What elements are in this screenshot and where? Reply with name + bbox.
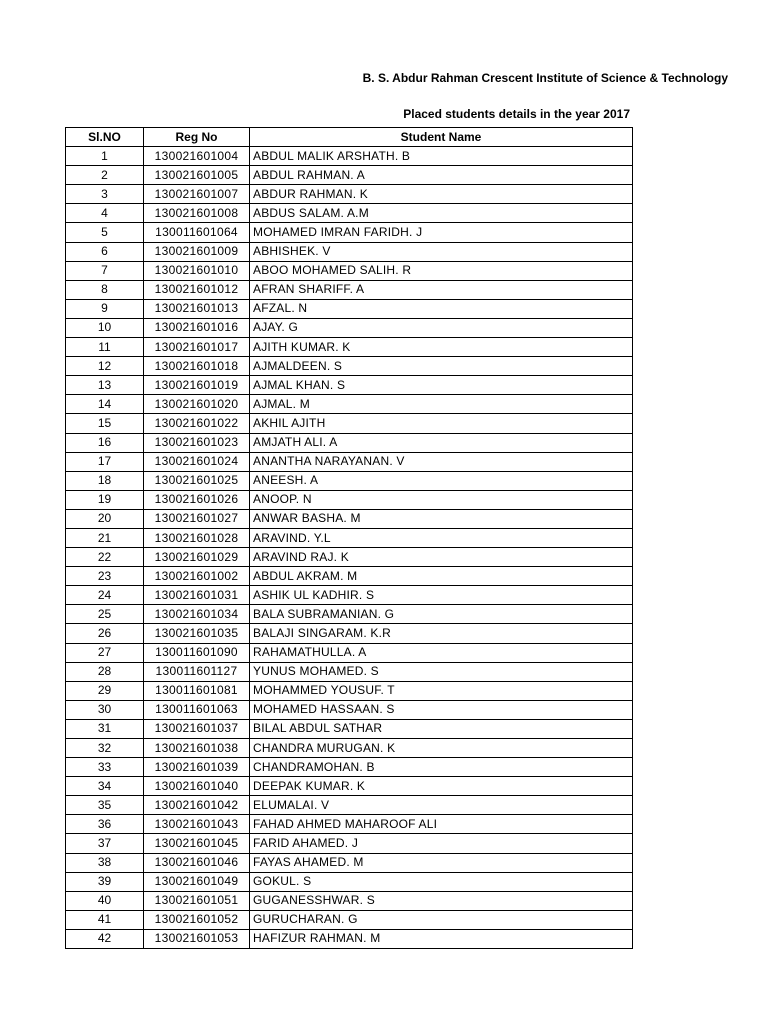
table-row xyxy=(66,891,633,910)
reg-no-cell: 130011601090 xyxy=(144,643,250,662)
table-row xyxy=(66,452,633,471)
table-row xyxy=(66,376,633,395)
student-name-cell: AJMAL KHAN. S xyxy=(250,376,633,395)
student-name-cell: BALAJI SINGARAM. K.R xyxy=(250,624,633,643)
table-row xyxy=(66,662,633,681)
serial-number-cell: 21 xyxy=(66,528,144,547)
table-body xyxy=(66,147,633,949)
reg-no-cell: 130021601038 xyxy=(144,739,250,758)
table-row xyxy=(66,414,633,433)
serial-number-cell: 38 xyxy=(66,853,144,872)
serial-number-cell: 9 xyxy=(66,299,144,318)
table-row xyxy=(66,758,633,777)
reg-no-cell: 130021601023 xyxy=(144,433,250,452)
student-name-cell: AJAY. G xyxy=(250,318,633,337)
reg-no-cell: 130021601005 xyxy=(144,166,250,185)
serial-number-cell: 11 xyxy=(66,338,144,357)
table-row xyxy=(66,357,633,376)
reg-no-cell: 130021601029 xyxy=(144,548,250,567)
student-name-cell: ANWAR BASHA. M xyxy=(250,509,633,528)
reg-no-cell: 130021601024 xyxy=(144,452,250,471)
student-name-cell: GOKUL. S xyxy=(250,872,633,891)
student-name-cell: DEEPAK KUMAR. K xyxy=(250,777,633,796)
table-row xyxy=(66,586,633,605)
serial-number-cell: 22 xyxy=(66,548,144,567)
reg-no-cell: 130021601010 xyxy=(144,261,250,280)
table-row xyxy=(66,509,633,528)
reg-no-cell: 130021601031 xyxy=(144,586,250,605)
table-row xyxy=(66,700,633,719)
serial-number-cell: 23 xyxy=(66,567,144,586)
serial-number-cell: 6 xyxy=(66,242,144,261)
institution-title-text: B. S. Abdur Rahman Crescent Institute of Science & Technology xyxy=(362,71,728,85)
header-row xyxy=(66,128,633,147)
student-name-cell: ARAVIND RAJ. K xyxy=(250,548,633,567)
serial-number-cell: 28 xyxy=(66,662,144,681)
serial-number-cell: 26 xyxy=(66,624,144,643)
student-name-cell: BILAL ABDUL SATHAR xyxy=(250,719,633,738)
reg-no-cell: 130021601013 xyxy=(144,299,250,318)
reg-no-cell: 130021601019 xyxy=(144,376,250,395)
serial-number-cell: 19 xyxy=(66,490,144,509)
student-name-cell: AKHIL AJITH xyxy=(250,414,633,433)
serial-number-cell: 39 xyxy=(66,872,144,891)
institution-title xyxy=(0,71,728,85)
table-row xyxy=(66,796,633,815)
student-name-cell: ELUMALAI. V xyxy=(250,796,633,815)
reg-no-cell: 130021601025 xyxy=(144,471,250,490)
student-name-cell: ANANTHA NARAYANAN. V xyxy=(250,452,633,471)
table-row xyxy=(66,338,633,357)
reg-no-cell: 130021601028 xyxy=(144,528,250,547)
student-name-cell: RAHAMATHULLA. A xyxy=(250,643,633,662)
report-subtitle: Placed students details in the year 2017 xyxy=(403,107,630,121)
reg-no-cell: 130021601004 xyxy=(144,147,250,166)
reg-no-cell: 130011601127 xyxy=(144,662,250,681)
reg-no-cell: 130021601002 xyxy=(144,567,250,586)
serial-number-cell: 17 xyxy=(66,452,144,471)
student-name-cell: CHANDRAMOHAN. B xyxy=(250,758,633,777)
student-name-cell: MOHAMED IMRAN FARIDH. J xyxy=(250,223,633,242)
serial-number-cell: 2 xyxy=(66,166,144,185)
serial-number-cell: 24 xyxy=(66,586,144,605)
student-name-cell: ABHISHEK. V xyxy=(250,242,633,261)
reg-no-cell: 130021601009 xyxy=(144,242,250,261)
table-row xyxy=(66,853,633,872)
reg-no-cell: 130021601043 xyxy=(144,815,250,834)
serial-number-cell: 5 xyxy=(66,223,144,242)
student-name-cell: AMJATH ALI. A xyxy=(250,433,633,452)
reg-no-cell: 130021601039 xyxy=(144,758,250,777)
serial-number-cell: 32 xyxy=(66,739,144,758)
reg-no-cell: 130021601037 xyxy=(144,719,250,738)
table-row xyxy=(66,815,633,834)
student-name-cell: ABDUL RAHMAN. A xyxy=(250,166,633,185)
student-name-cell: YUNUS MOHAMED. S xyxy=(250,662,633,681)
table-row xyxy=(66,204,633,223)
table-row xyxy=(66,433,633,452)
serial-number-cell: 31 xyxy=(66,719,144,738)
serial-number-cell: 35 xyxy=(66,796,144,815)
reg-no-cell: 130011601063 xyxy=(144,700,250,719)
reg-no-cell: 130021601022 xyxy=(144,414,250,433)
student-name-cell: AFRAN SHARIFF. A xyxy=(250,280,633,299)
serial-number-cell: 42 xyxy=(66,929,144,948)
reg-no-cell: 130021601020 xyxy=(144,395,250,414)
student-name-cell: HAFIZUR RAHMAN. M xyxy=(250,929,633,948)
serial-number-cell: 40 xyxy=(66,891,144,910)
student-name-cell: MOHAMED HASSAAN. S xyxy=(250,700,633,719)
student-name-cell: FARID AHAMED. J xyxy=(250,834,633,853)
reg-no-cell: 130021601008 xyxy=(144,204,250,223)
table-row xyxy=(66,624,633,643)
serial-number-cell: 30 xyxy=(66,700,144,719)
student-name-cell: AJMAL. M xyxy=(250,395,633,414)
serial-number-cell: 25 xyxy=(66,605,144,624)
serial-number-cell: 10 xyxy=(66,318,144,337)
column-header-student-name: Student Name xyxy=(250,128,633,147)
serial-number-cell: 20 xyxy=(66,509,144,528)
student-name-cell: GURUCHARAN. G xyxy=(250,910,633,929)
reg-no-cell: 130021601018 xyxy=(144,357,250,376)
reg-no-cell: 130011601064 xyxy=(144,223,250,242)
student-name-cell: GUGANESSHWAR. S xyxy=(250,891,633,910)
student-name-cell: ABDUR RAHMAN. K xyxy=(250,185,633,204)
table-row xyxy=(66,739,633,758)
table-row xyxy=(66,910,633,929)
serial-number-cell: 16 xyxy=(66,433,144,452)
student-name-cell: ABDUS SALAM. A.M xyxy=(250,204,633,223)
serial-number-cell: 7 xyxy=(66,261,144,280)
table-row xyxy=(66,147,633,166)
table-row xyxy=(66,548,633,567)
table-row xyxy=(66,681,633,700)
student-name-cell: ABDUL AKRAM. M xyxy=(250,567,633,586)
student-name-cell: AJMALDEEN. S xyxy=(250,357,633,376)
student-name-cell: BALA SUBRAMANIAN. G xyxy=(250,605,633,624)
table-row xyxy=(66,242,633,261)
student-name-cell: FAYAS AHAMED. M xyxy=(250,853,633,872)
table-row xyxy=(66,318,633,337)
table-row xyxy=(66,185,633,204)
reg-no-cell: 130021601026 xyxy=(144,490,250,509)
reg-no-cell: 130021601027 xyxy=(144,509,250,528)
serial-number-cell: 29 xyxy=(66,681,144,700)
serial-number-cell: 14 xyxy=(66,395,144,414)
student-name-cell: ASHIK UL KADHIR. S xyxy=(250,586,633,605)
reg-no-cell: 130021601012 xyxy=(144,280,250,299)
student-name-cell: ABOO MOHAMED SALIH. R xyxy=(250,261,633,280)
serial-number-cell: 13 xyxy=(66,376,144,395)
serial-number-cell: 8 xyxy=(66,280,144,299)
placed-students-table xyxy=(65,127,633,949)
column-header-regno: Reg No xyxy=(144,128,250,147)
reg-no-cell: 130021601045 xyxy=(144,834,250,853)
reg-no-cell: 130021601035 xyxy=(144,624,250,643)
table-row xyxy=(66,719,633,738)
student-name-cell: ABDUL MALIK ARSHATH. B xyxy=(250,147,633,166)
reg-no-cell: 130021601007 xyxy=(144,185,250,204)
table-row xyxy=(66,223,633,242)
serial-number-cell: 37 xyxy=(66,834,144,853)
table-row xyxy=(66,872,633,891)
serial-number-cell: 18 xyxy=(66,471,144,490)
reg-no-cell: 130021601034 xyxy=(144,605,250,624)
table-row xyxy=(66,471,633,490)
table-row xyxy=(66,643,633,662)
serial-number-cell: 15 xyxy=(66,414,144,433)
table-row xyxy=(66,528,633,547)
student-name-cell: AFZAL. N xyxy=(250,299,633,318)
reg-no-cell: 130021601042 xyxy=(144,796,250,815)
serial-number-cell: 4 xyxy=(66,204,144,223)
table-row xyxy=(66,299,633,318)
student-name-cell: ARAVIND. Y.L xyxy=(250,528,633,547)
reg-no-cell: 130021601016 xyxy=(144,318,250,337)
student-name-cell: MOHAMMED YOUSUF. T xyxy=(250,681,633,700)
student-name-cell: ANOOP. N xyxy=(250,490,633,509)
serial-number-cell: 33 xyxy=(66,758,144,777)
reg-no-cell: 130011601081 xyxy=(144,681,250,700)
table-row xyxy=(66,834,633,853)
student-name-cell: CHANDRA MURUGAN. K xyxy=(250,739,633,758)
serial-number-cell: 1 xyxy=(66,147,144,166)
table-row xyxy=(66,261,633,280)
serial-number-cell: 27 xyxy=(66,643,144,662)
reg-no-cell: 130021601051 xyxy=(144,891,250,910)
table-row xyxy=(66,166,633,185)
reg-no-cell: 130021601017 xyxy=(144,338,250,357)
reg-no-cell: 130021601053 xyxy=(144,929,250,948)
table-row xyxy=(66,929,633,948)
reg-no-cell: 130021601040 xyxy=(144,777,250,796)
student-name-cell: ANEESH. A xyxy=(250,471,633,490)
table-row xyxy=(66,490,633,509)
reg-no-cell: 130021601052 xyxy=(144,910,250,929)
reg-no-cell: 130021601049 xyxy=(144,872,250,891)
reg-no-cell: 130021601046 xyxy=(144,853,250,872)
table-row xyxy=(66,280,633,299)
table-row xyxy=(66,777,633,796)
table-row xyxy=(66,567,633,586)
student-name-cell: FAHAD AHMED MAHAROOF ALI xyxy=(250,815,633,834)
serial-number-cell: 3 xyxy=(66,185,144,204)
table-row xyxy=(66,395,633,414)
student-name-cell: AJITH KUMAR. K xyxy=(250,338,633,357)
serial-number-cell: 36 xyxy=(66,815,144,834)
column-header-slno: Sl.NO xyxy=(66,128,144,147)
serial-number-cell: 34 xyxy=(66,777,144,796)
serial-number-cell: 12 xyxy=(66,357,144,376)
serial-number-cell: 41 xyxy=(66,910,144,929)
table-row xyxy=(66,605,633,624)
